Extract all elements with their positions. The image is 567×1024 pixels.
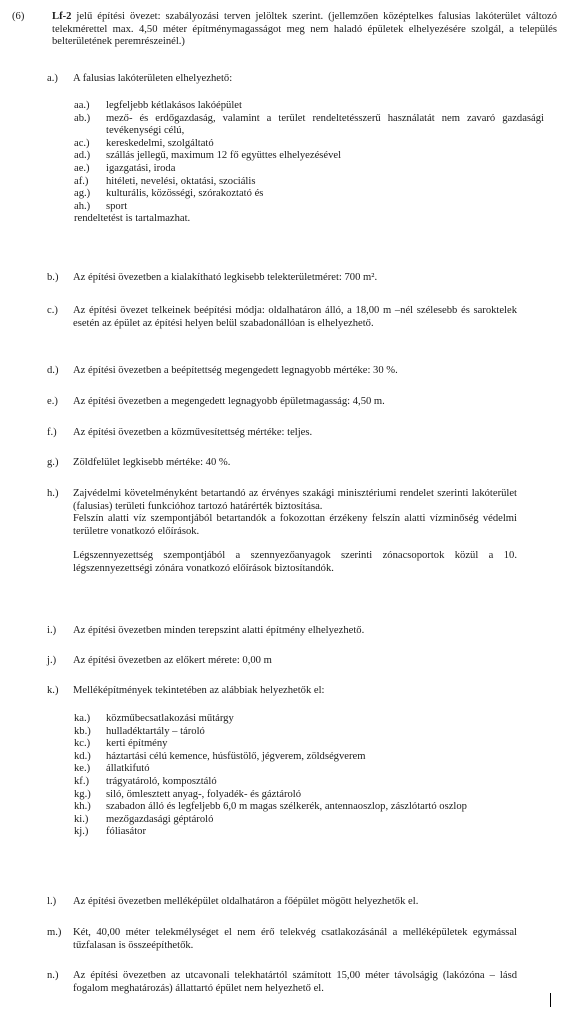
subitem-text: fóliasátor — [106, 826, 147, 838]
item-label: j.) — [47, 655, 57, 666]
list-item — [74, 789, 544, 802]
subitem-label: ac.) — [74, 137, 90, 149]
subitem-label: kg.) — [74, 788, 91, 800]
item-j — [47, 655, 517, 668]
list-item — [74, 776, 544, 789]
k-subitem-list — [74, 713, 544, 839]
list-item — [74, 188, 544, 201]
item-m — [47, 927, 517, 952]
paragraph-intro — [52, 11, 557, 49]
subitem-label: kj.) — [74, 826, 89, 838]
list-item — [74, 138, 544, 151]
subitem-text: kereskedelmi, szolgáltató — [106, 137, 214, 149]
list-item — [74, 751, 544, 764]
subitem-label: af.) — [74, 175, 89, 187]
item-b — [47, 272, 517, 285]
paragraph-number: (6) — [12, 11, 25, 22]
subitem-text: mező- és erdőgazdaság, valamint a terület rendeltetésszerű használatát nem zavaró gazdasági tevékenységi célú, — [106, 112, 544, 137]
item-text: Az építési övezetben a megengedett legnagyobb épületmagasság: 4,50 m. — [73, 396, 385, 407]
list-item — [74, 100, 544, 113]
item-text: Az építési övezetben minden terepszint alatti építmény elhelyezhető. — [73, 625, 365, 636]
subitem-label: kc.) — [74, 738, 91, 750]
item-text: Az építési övezetben a beépítettség megengedett legnagyobb mértéke: 30 %. — [73, 365, 398, 376]
list-item — [74, 176, 544, 189]
item-text: Az építési övezet telkeinek beépítési módja: oldalhatáron álló, a 18,00 m –nél szélesebb és saroktelek esetén az épület az építési helyen belül szabadonállóan is elhelyezhető. — [73, 305, 517, 329]
list-item — [74, 713, 544, 726]
item-label: k.) — [47, 685, 59, 696]
list-item — [74, 814, 544, 827]
item-label: n.) — [47, 970, 59, 981]
list-item — [74, 763, 544, 776]
item-label: f.) — [47, 427, 57, 438]
item-label: h.) — [47, 488, 59, 499]
item-i — [47, 625, 517, 638]
subitem-label: aa.) — [74, 100, 90, 111]
subitem-label: ae.) — [74, 162, 90, 174]
item-l — [47, 896, 517, 909]
item-text: Az építési övezetben az előkert mérete: 0,00 m — [73, 655, 272, 666]
item-k — [47, 685, 517, 698]
item-text: Az építési övezetben a kialakítható legkisebb telekterületméret: 700 m². — [73, 272, 378, 283]
item-label: a.) — [47, 73, 58, 84]
item-h — [47, 488, 517, 576]
air-quality-text: Légszennyezettség szempontjából a szennyezőanyagok szerinti zónacsoportok közül a 10. légszennyezettségi zónára vonatkozó előírások biztosítandók. — [73, 550, 517, 574]
item-c — [47, 305, 517, 330]
subitem-text: háztartási célú kemence, húsfüstölő, jégverem, zöldségverem — [106, 750, 366, 762]
paragraph-6 — [12, 11, 557, 49]
item-label: g.) — [47, 457, 59, 468]
subitem-label: ke.) — [74, 763, 91, 775]
subitem-label: ad.) — [74, 150, 91, 162]
item-e — [47, 396, 517, 409]
item-text: Két, 40,00 méter telekmélységet el nem érő telekvég csatlakozásánál a melléképületek egymással tűzfalasan is összeépíthetők. — [73, 927, 517, 951]
item-label: e.) — [47, 396, 58, 407]
subitem-label: kd.) — [74, 750, 91, 762]
noise-protection-text: Zajvédelmi követelményként betartandó az érvényes szakági minisztériumi rendelet szerinti lakóterület (falusias) területi funkcióhoz tartozó határérték biztosítása. — [73, 488, 517, 512]
item-label: d.) — [47, 365, 59, 376]
subitem-text: állatkifutó — [106, 763, 150, 775]
subitem-text: szállás jellegű, maximum 12 fő együttes elhelyezésével — [106, 150, 342, 162]
subitem-text: sport — [106, 200, 128, 212]
item-text: Az építési övezetben melléképület oldalhatáron a főépület mögött helyezhetők el. — [73, 896, 419, 907]
item-label: b.) — [47, 272, 59, 283]
subitem-label: ka.) — [74, 713, 91, 724]
list-item — [74, 726, 544, 739]
item-label: m.) — [47, 927, 62, 938]
a-closing-text: rendeltetést is tartalmazhat. — [74, 213, 191, 225]
subitem-text: közműbecsatlakozási műtárgy — [106, 713, 234, 724]
subitem-text: hulladéktartály – tároló — [106, 725, 205, 737]
subitem-text: kulturális, közösségi, szórakoztató és — [106, 188, 264, 200]
subitem-text: mezőgazdasági géptároló — [106, 813, 214, 825]
item-f — [47, 427, 517, 440]
paragraph-intro-text: jelű építési övezet: szabályozási terven jelöltek szerint. (jellemzően középtelkes falusias lakóterület változó telekmérettel max. 4,50 méter építménymagasságot meg nem haladó épületek elhelyezésére szolgál, a település belterületének peremrészeinél.) — [52, 11, 557, 48]
item-d — [47, 365, 517, 378]
item-text: Az építési övezetben a közművesítettség mértéke: teljes. — [73, 427, 313, 438]
zone-code: Lf-2 — [52, 11, 72, 22]
list-item — [74, 150, 544, 163]
item-text: Zöldfelület legkisebb mértéke: 40 %. — [73, 457, 231, 468]
subitem-text: trágyatároló, komposztáló — [106, 775, 217, 787]
list-item — [74, 826, 544, 839]
text-cursor — [550, 993, 551, 1007]
item-label: l.) — [47, 896, 57, 907]
subitem-label: kh.) — [74, 801, 91, 813]
item-label: i.) — [47, 625, 57, 636]
subitem-label: ab.) — [74, 112, 91, 124]
list-item — [74, 738, 544, 751]
subitem-text: igazgatási, iroda — [106, 162, 176, 174]
list-item — [74, 801, 544, 814]
subitem-label: ki.) — [74, 813, 89, 825]
item-text: Melléképítmények tekintetében az alábbiak helyezhetők el: — [73, 685, 325, 696]
subitem-text: hitéleti, nevelési, oktatási, szociális — [106, 175, 256, 187]
groundwater-text: Felszín alatti víz szempontjából betartandók a fokozottan érzékeny felszín alatti vízminőség védelmi területre vonatkozó előírások. — [73, 513, 517, 537]
list-item — [74, 201, 544, 214]
list-item — [74, 113, 544, 138]
subitem-text: kerti építmény — [106, 738, 168, 750]
subitem-label: ah.) — [74, 200, 91, 212]
subitem-label: kb.) — [74, 725, 91, 737]
a-subitem-list — [74, 100, 544, 226]
subitem-text: legfeljebb kétlakásos lakóépület — [106, 100, 242, 111]
subitem-label: kf.) — [74, 775, 90, 787]
item-label: c.) — [47, 305, 58, 316]
subitem-label: ag.) — [74, 188, 91, 200]
list-item — [74, 163, 544, 176]
item-text — [73, 488, 517, 576]
item-text: Az építési övezetben az utcavonali telekhatártól számított 15,00 méter távolságig (lakózóna – lásd fogalom meghatározás) állattartó épület nem helyezhető el. — [73, 970, 517, 994]
subitem-text: szabadon álló és legfeljebb 6,0 m magas szélkerék, antennaoszlop, zászlótartó oszlop — [106, 801, 467, 813]
item-text: A falusias lakóterületen elhelyezhető: — [73, 73, 233, 84]
item-a — [47, 73, 517, 86]
subitem-text: siló, ömlesztett anyag-, folyadék- és gáztároló — [106, 788, 302, 800]
item-n — [47, 970, 517, 995]
item-g — [47, 457, 517, 470]
